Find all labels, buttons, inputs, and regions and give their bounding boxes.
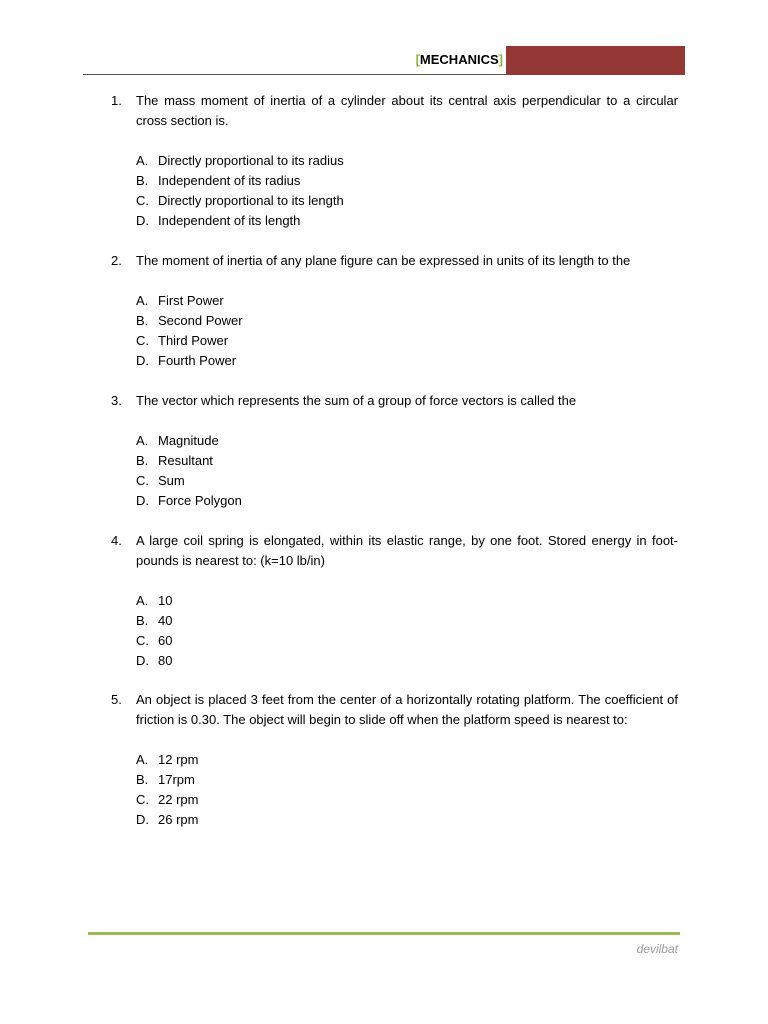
option-text: Independent of its length — [158, 213, 301, 228]
answer-option — [0, 451, 768, 471]
option-letter: D. — [136, 213, 149, 228]
option-text: 12 rpm — [158, 752, 199, 767]
option-text: Resultant — [158, 453, 213, 468]
answer-option — [0, 151, 768, 171]
option-letter: A. — [136, 593, 149, 608]
answer-option — [0, 810, 768, 830]
answer-option — [0, 431, 768, 451]
option-letter: B. — [136, 772, 149, 787]
question-number: 1. — [111, 93, 122, 108]
option-text: 60 — [158, 633, 173, 648]
question-number: 4. — [111, 533, 122, 548]
question-text: A large coil spring is elongated, within its elastic range, by one foot. Stored energy in foot-pounds is nearest to: (k=10 lb/in) — [136, 533, 678, 568]
answer-option — [0, 171, 768, 191]
question-text: The vector which represents the sum of a group of force vectors is called the — [136, 393, 577, 408]
option-letter: C. — [136, 633, 149, 648]
option-text: 22 rpm — [158, 792, 199, 807]
option-letter: A. — [136, 153, 149, 168]
question-text: The moment of inertia of any plane figure can be expressed in units of its length to the — [136, 253, 631, 268]
option-text: Independent of its radius — [158, 173, 301, 188]
option-text: Fourth Power — [158, 353, 237, 368]
option-letter: B. — [136, 613, 149, 628]
question-number: 3. — [111, 393, 122, 408]
answer-option — [0, 651, 768, 671]
header-color-bar — [506, 46, 685, 75]
answer-option — [0, 491, 768, 511]
answer-option — [0, 191, 768, 211]
answer-option — [0, 611, 768, 631]
question-number: 2. — [111, 253, 122, 268]
question-number: 5. — [111, 692, 122, 707]
option-letter: D. — [136, 812, 149, 827]
option-text: Magnitude — [158, 433, 219, 448]
option-letter: D. — [136, 353, 149, 368]
section-title — [0, 50, 503, 70]
option-text: 26 rpm — [158, 812, 199, 827]
answer-option — [0, 770, 768, 790]
option-letter: D. — [136, 653, 149, 668]
answer-option — [0, 591, 768, 611]
section-title-text: MECHANICS — [419, 52, 499, 67]
option-letter: A. — [136, 433, 149, 448]
option-text: First Power — [158, 293, 224, 308]
option-text: Second Power — [158, 313, 243, 328]
bracket-open: [ — [415, 52, 420, 67]
header-divider — [83, 74, 506, 75]
answer-option — [0, 790, 768, 810]
answer-option — [0, 631, 768, 651]
option-letter: C. — [136, 333, 149, 348]
option-letter: C. — [136, 473, 149, 488]
answer-option — [0, 750, 768, 770]
option-letter: B. — [136, 313, 149, 328]
option-letter: B. — [136, 453, 149, 468]
footer-author: devilbat — [636, 942, 678, 956]
option-text: 17rpm — [158, 772, 195, 787]
bracket-close: ] — [498, 52, 503, 67]
option-letter: B. — [136, 173, 149, 188]
answer-option — [0, 311, 768, 331]
answer-option — [0, 351, 768, 371]
option-letter: C. — [136, 193, 149, 208]
answer-option — [0, 291, 768, 311]
question-text: The mass moment of inertia of a cylinder about its central axis perpendicular to a circular cross section is. — [136, 93, 678, 128]
question-text: An object is placed 3 feet from the center of a horizontally rotating platform. The coefficient of friction is 0.30. The object will begin to slide off when the platform speed is nearest to: — [136, 692, 678, 727]
option-text: 40 — [158, 613, 173, 628]
answer-option — [0, 211, 768, 231]
option-text: 10 — [158, 593, 173, 608]
option-text: 80 — [158, 653, 173, 668]
answer-option — [0, 471, 768, 491]
option-letter: C. — [136, 792, 149, 807]
answer-option — [0, 331, 768, 351]
option-letter: A. — [136, 752, 149, 767]
option-text: Force Polygon — [158, 493, 242, 508]
footer-divider — [88, 932, 680, 935]
option-letter: A. — [136, 293, 149, 308]
option-text: Sum — [158, 473, 185, 488]
option-text: Directly proportional to its radius — [158, 153, 344, 168]
option-text: Third Power — [158, 333, 229, 348]
option-text: Directly proportional to its length — [158, 193, 344, 208]
option-letter: D. — [136, 493, 149, 508]
